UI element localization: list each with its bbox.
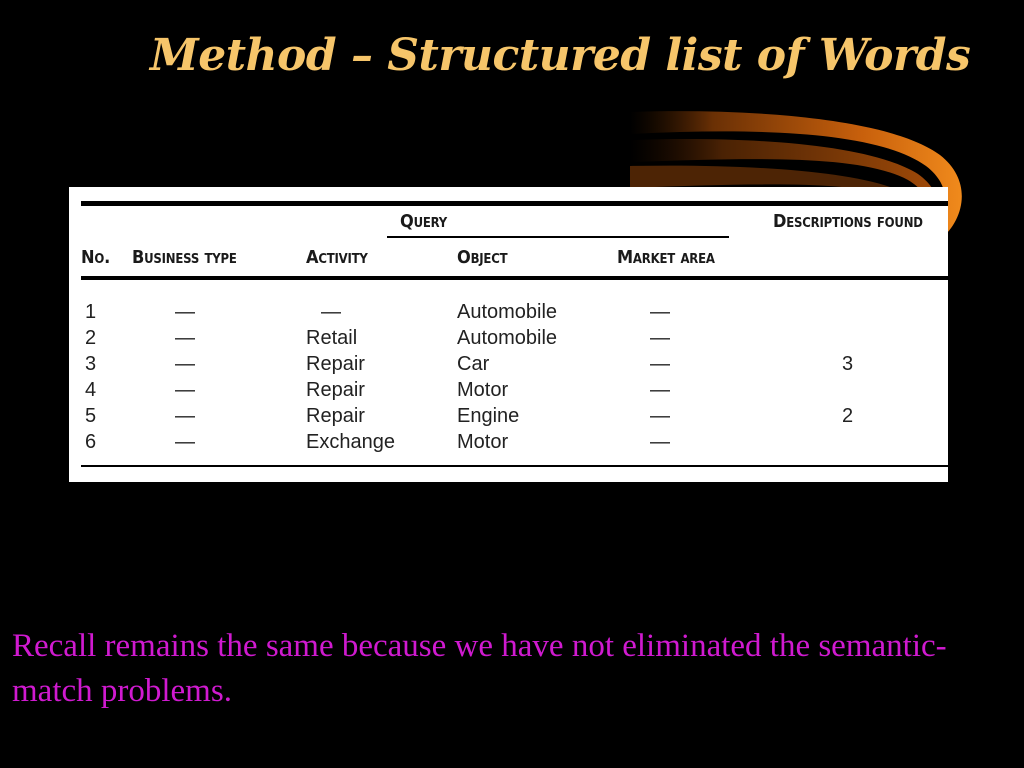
query-group-header: Query xyxy=(400,211,448,232)
cell-business-type: — xyxy=(175,327,195,349)
cell-object: Car xyxy=(457,353,490,375)
cell-object: Automobile xyxy=(457,327,558,349)
descriptions-found-header: Descriptions found xyxy=(773,211,923,232)
cell-descriptions-found: 3 xyxy=(842,353,854,375)
cell-market-area: — xyxy=(650,327,670,349)
cell-no: 5 xyxy=(85,405,97,427)
cell-business-type: — xyxy=(175,431,195,453)
cell-activity: Exchange xyxy=(306,431,395,453)
cell-descriptions-found: 2 xyxy=(842,405,854,427)
cell-business-type: — xyxy=(175,379,195,401)
cell-market-area: — xyxy=(650,353,670,375)
col-header-activity: Activity xyxy=(306,247,368,268)
cell-object: Automobile xyxy=(457,301,558,323)
cell-activity: Repair xyxy=(306,379,365,401)
cell-business-type: — xyxy=(175,353,195,375)
cell-activity: — xyxy=(321,301,341,323)
cell-market-area: — xyxy=(650,301,670,323)
cell-no: 6 xyxy=(85,431,97,453)
cell-market-area: — xyxy=(650,431,670,453)
cell-no: 3 xyxy=(85,353,97,375)
cell-object: Motor xyxy=(457,379,509,401)
cell-object: Motor xyxy=(457,431,509,453)
header-bottom-rule xyxy=(81,276,948,280)
cell-no: 1 xyxy=(85,301,97,323)
cell-activity: Repair xyxy=(306,405,365,427)
cell-market-area: — xyxy=(650,405,670,427)
cell-activity: Repair xyxy=(306,353,365,375)
col-header-object: Object xyxy=(457,247,508,268)
table-bottom-rule xyxy=(81,465,948,467)
cell-market-area: — xyxy=(650,379,670,401)
slide-caption: Recall remains the same because we have not eliminated the semantic-match problems. xyxy=(12,628,947,709)
col-header-market-area: Market area xyxy=(617,247,715,268)
cell-object: Engine xyxy=(457,405,520,427)
slide-title: Method – Structured list of Words xyxy=(150,30,971,81)
cell-no: 4 xyxy=(85,379,97,401)
cell-activity: Retail xyxy=(306,327,358,349)
cell-business-type: — xyxy=(175,301,195,323)
query-group-rule xyxy=(387,236,729,238)
query-results-table xyxy=(69,187,948,482)
cell-no: 2 xyxy=(85,327,97,349)
col-header-business-type: Business type xyxy=(132,247,237,268)
table-top-rule xyxy=(81,201,948,206)
cell-business-type: — xyxy=(175,405,195,427)
col-header-no: No. xyxy=(81,247,111,268)
